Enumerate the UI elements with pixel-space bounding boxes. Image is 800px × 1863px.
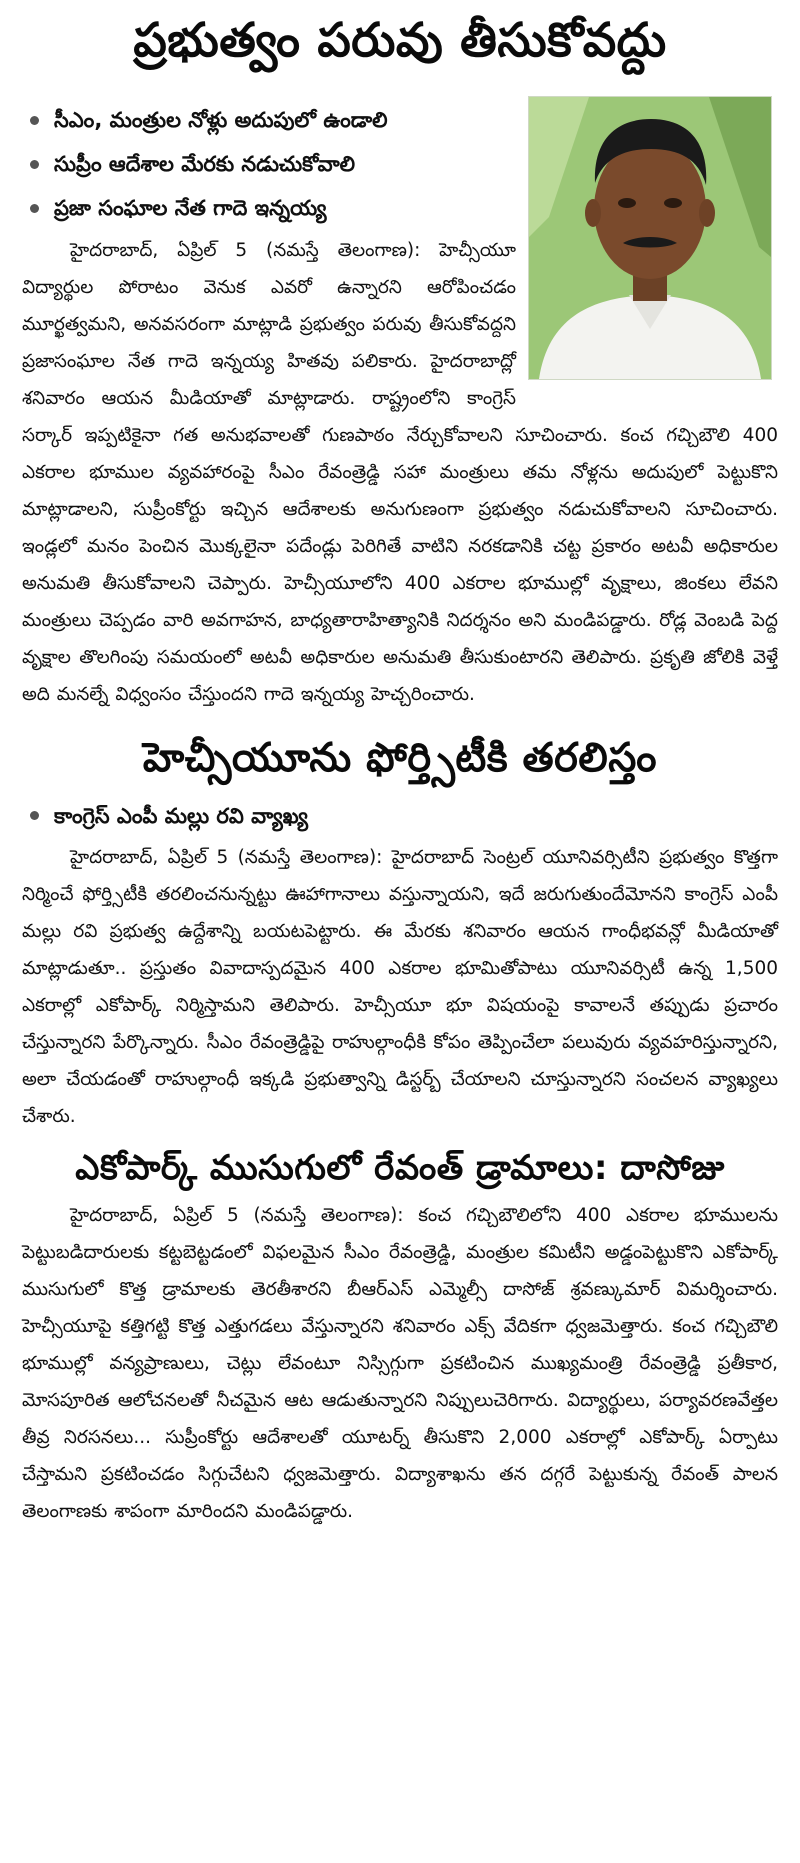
- story3-body: హైదరాబాద్, ఏప్రిల్ 5 (నమస్తే తెలంగాణ): కంచ గచ్చిబౌలిలోని 400 ఎకరాల భూములను పెట్టుబడిదారులకు కట్టబెట్టడంలో విఫలమైన సీఎం రేవంత్రెడ్డి, మంత్రుల కమిటీని అడ్డంపెట్టుకొని ఎకోపార్క్ ముసుగులో కొత్త డ్రామాలకు తెరతీశారని బీఆర్ఎస్ ఎమ్మెల్సీ దాసోజ్ శ్రవణ్కుమార్ విమర్శించారు. హెచ్సీయూపై కత్తిగట్టి కొత్త ఎత్తుగడలు వేస్తున్నారని శనివారం ఎక్స్ వేదికగా ధ్వజమెత్తారు. కంచ గచ్చిబౌలి భూముల్లో వన్యప్రాణులు, చెట్లు లేవంటూ నిస్సిగ్గుగా ప్రకటించిన ముఖ్యమంత్రి రేవంత్రెడ్డి ప్రతీకార, మోసపూరిత ఆలోచనలతో నీచమైన ఆట ఆడుతున్నారని నిప్పులుచెరిగారు. విద్యార్థులు, పర్యావరణవేత్తల తీవ్ర నిరసనలు... సుప్రీంకోర్టు ఆదేశాలతో యూటర్న్ తీసుకొని 2,000 ఎకరాల్లో ఎకోపార్క్ ఏర్పాటు చేస్తామని ప్రకటించడం సిగ్గుచేటని ధ్వజమెత్తారు. విద్యాశాఖను తన దగ్గరే పెట్టుకున్న రేవంత్ పాలన తెలంగాణకు శాపంగా మారిందని మండిపడ్డారు.: [22, 1205, 778, 1522]
- story1-top: [22, 92, 778, 332]
- person-photo-illustration: [529, 97, 771, 379]
- story1-body-text: హైదరాబాద్, ఏప్రిల్ 5 (నమస్తే తెలంగాణ): హెచ్సీయూ విద్యార్థుల పోరాటం వెనుక ఎవరో ఉన్నారని ఆరోపించడం మూర్ఖత్వమని, అనవసరంగా మాట్లాడి ప్రభుత్వం పరువు తీసుకోవద్దని ప్రజాసంఘాల నేత గాదె ఇన్నయ్య హితవు పలికారు. హైదరాబాద్లో శనివారం ఆయన మీడియాతో మాట్లాడారు. రాష్ట్రంలోని కాంగ్రెస్ సర్కార్ ఇప్పటికైనా గత అనుభవాలతో గుణపాఠం నేర్చుకోవాలని సూచించారు. కంచ గచ్చిబౌలి 400 ఎకరాల భూముల వ్యవహారంపై సీఎం రేవంత్రెడ్డి సహా మంత్రులు తమ నోళ్లను అదుపులో పెట్టుకొని మాట్లాడాలని, సుప్రీంకోర్టు ఇచ్చిన ఆదేశాలకు అనుగుణంగా ప్రభుత్వం నడుచుకోవాలని సూచించారు. ఇండ్లలో మనం పెంచిన మొక్కలైనా పదేండ్లు పెరిగితే వాటిని నరకడానికి చట్ట ప్రకారం అటవీ అధికారుల అనుమతి తీసుకోవాలని చెప్పారు. హెచ్సీయూలోని 400 ఎకరాల భూముల్లో వృక్షాలు, జింకలు లేవని మంత్రులు చెప్పడం వారి అవగాహన, బాధ్యతారాహిత్యానికి నిదర్శనం అని మండిపడ్డారు. రోడ్ల వెంబడి పెద్ద వృక్షాల తొలగింపు సమయంలో అటవీ అధికారుల అనుమతి తీసుకుంటారని తెలిపారు. ప్రకృతి జోలికి వెళ్తే అది మనల్నే విధ్వంసం చేస్తుందని గాదె ఇన్నయ్య హెచ్చరించారు.: [22, 240, 778, 705]
- highlight-item: సుప్రీం ఆదేశాల మేరకు నడుచుకోవాలి: [24, 142, 524, 186]
- story1-headline: ప్రభుత్వం పరువు తీసుకోవద్దు: [133, 13, 667, 68]
- highlight-item: ప్రజా సంఘాల నేత గాదె ఇన్నయ్య: [24, 186, 524, 230]
- person-photo: [528, 96, 772, 380]
- story2-body: హైదరాబాద్, ఏప్రిల్ 5 (నమస్తే తెలంగాణ): హైదరాబాద్ సెంట్రల్ యూనివర్సిటీని ప్రభుత్వం కొత్తగా నిర్మించే ఫోర్త్సిటీకి తరలించనున్నట్టు ఊహాగానాలు వస్తున్నాయని, ఇదే జరుగుతుందేమోనని కాంగ్రెస్ ఎంపీ మల్లు రవి ప్రభుత్వ ఉద్దేశాన్ని బయటపెట్టారు. ఈ మేరకు శనివారం ఆయన గాంధీభవన్లో మీడియాతో మాట్లాడుతూ.. ప్రస్తుతం వివాదాస్పదమైన 400 ఎకరాల భూమితోపాటు యూనివర్సిటీ ఉన్న 1,500 ఎకరాల్లో ఎకోపార్క్ నిర్మిస్తామని తెలిపారు. హెచ్సీయూ భూ విషయంపై కావాలనే తప్పుడు ప్రచారం చేస్తున్నారని పేర్కొన్నారు. సీఎం రేవంత్రెడ్డిపై రాహుల్గాంధీకి కోపం తెప్పించేలా పలువురు వ్యవహరిస్తున్నారని, అలా చేయడంతో రాహుల్గాంధీ ఇక్కడి ప్రభుత్వాన్ని డిస్టర్బ్ చేయాలని చూస్తున్నారని సంచలన వ్యాఖ్యలు చేశారు.: [22, 847, 778, 1127]
- story3-headline: ఎకోపార్క్ ముసుగులో రేవంత్ డ్రామాలు: దాసోజు: [75, 1148, 725, 1188]
- story2-headline: హెచ్సీయూను ఫోర్త్సిటీకి తరలిస్తం: [142, 735, 658, 781]
- highlight-item: సీఎం, మంత్రుల నోళ్లు అదుపులో ఉండాలి: [24, 98, 524, 142]
- story1-highlights: [22, 92, 524, 230]
- story2-highlights: [22, 793, 778, 839]
- highlight-item: కాంగ్రెస్ ఎంపీ మల్లు రవి వ్యాఖ్య: [24, 793, 778, 839]
